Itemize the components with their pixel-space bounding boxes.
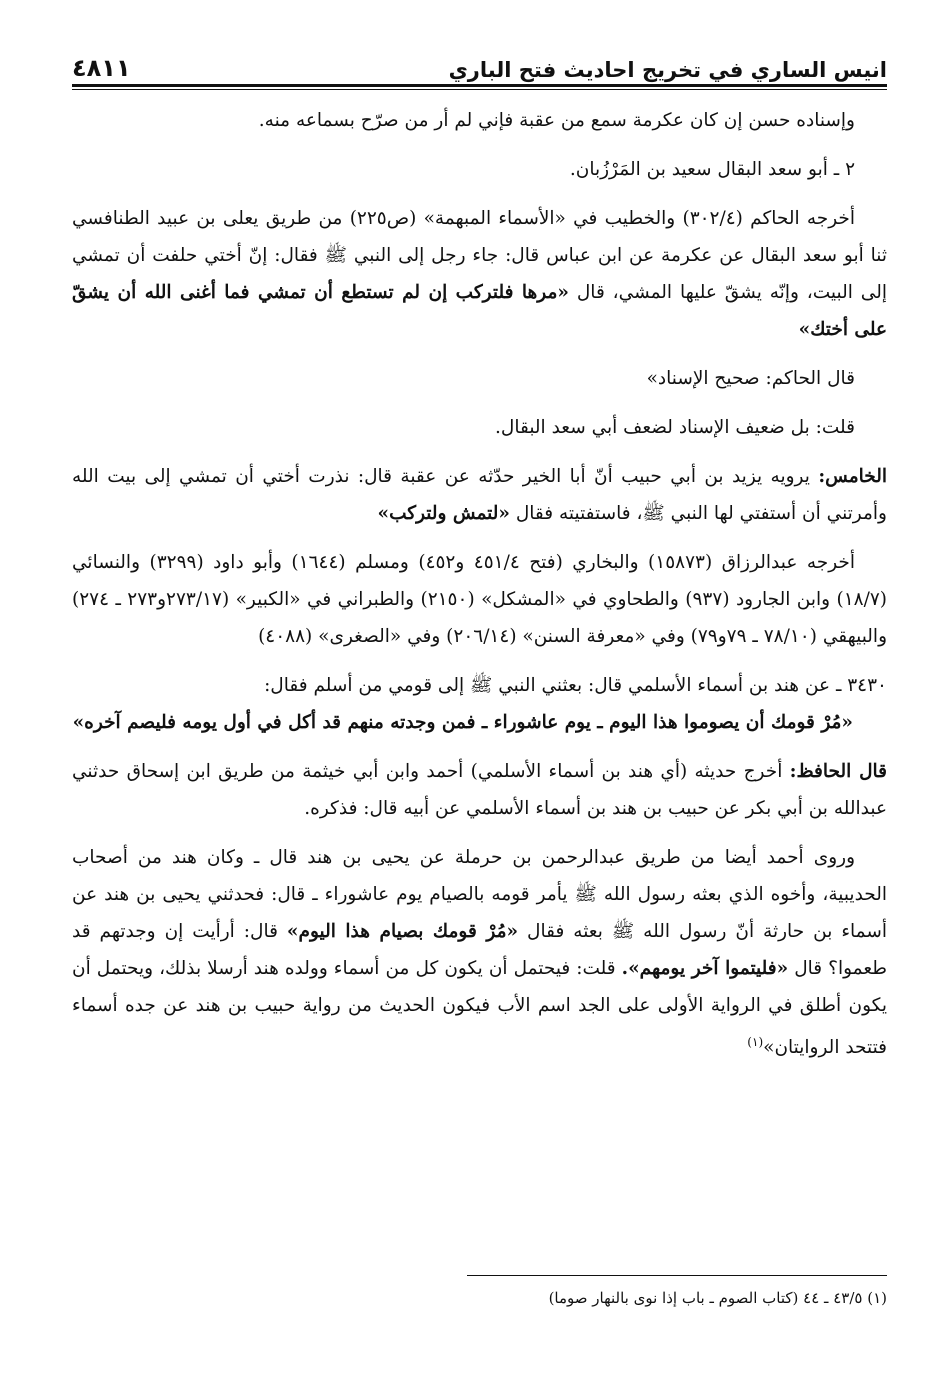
paragraph-4: قال الحاكم: صحيح الإسناد» [646,368,855,389]
paragraph-8: ٣٤٣٠ ـ عن هند بن أسماء الأسلمي قال: بعثني النبي ﷺ إلى قومي من أسلم فقال: [264,675,887,696]
paragraph-1: وإسناده حسن إن كان عكرمة سمع من عقبة فإني لم أر من صرّح بسماعه منه. [258,110,855,131]
paragraph-10-end: قلت: فيحتمل أن يكون كل من أسماء وولده هند أرسلا بذلك، ويحتمل أن يكون أطلق في الرواية الأولى على الجد اسم الأب فيكون الحديث من رواية حبيب بن هند عن جده أسماء فتتحد الروايتان» [72,958,887,1059]
footnote-reference: (١) [747,1035,764,1049]
paragraph-6-text: يرويه يزيد بن أبي حبيب أنّ أبا الخير حدّثه عن عقبة قال: نذرت أختي أن تمشي إلى بيت الله وأمرتني أن أستفتي لها النبي ﷺ، فاستفتيته فقال [72,466,887,524]
page-number: ٤٨١١ [72,54,131,82]
paragraph-10-text: وروى أحمد أيضا من طريق عبدالرحمن بن حرملة عن يحيى بن هند قال ـ وكان هند من أصحاب الحديبية، وأخوه الذي بعثه رسول الله ﷺ يأمر قومه بالصيام يوم عاشوراء ـ قال: فحدثني يحيى بن هند عن أسماء بن حارثة أنّ رسول الله ﷺ بعثه فقال [72,847,887,942]
paragraph-6-label: الخامس: [818,466,887,487]
paragraph-3-text: أخرجه الحاكم (٣٠٢/٤) والخطيب في «الأسماء المبهمة» (ص٢٢٥) من طريق يعلى بن عبيد الطنافسي ثنا أبو سعد البقال عن عكرمة عن ابن عباس قال: جاء رجل إلى النبي ﷺ فقال: إنّ أختي حلفت أن تمشي إلى البيت، وإنّه يشقّ عليها المشي، قال [72,208,887,303]
running-header [72,48,887,82]
hadith-text: «مُرْ قومك أن يصوموا هذا اليوم ـ يوم عاشوراء ـ فمن وجدته منهم قد أكل في أول يومه فليصم آخره» [72,712,853,733]
paragraph-6-hadith: «لتمش ولتركب» [377,503,510,524]
footnote-rule [467,1275,887,1276]
paragraph-10-mid: قال: أرأيت إن وجدتهم قد طعموا؟ قال [72,921,888,979]
footnote: (١) ٤٣/٥ ـ ٤٤ (كتاب الصوم ـ باب إذا نوى بالنهار صوما) [548,1289,887,1307]
paragraph-9-label: قال الحافظ: [789,761,888,782]
paragraph-10-hadith-1: «مُرْ قومك بصيام هذا اليوم» [286,921,519,942]
main-text [72,102,887,1078]
paragraph-10 [72,839,887,1066]
paragraph-6 [72,458,887,532]
paragraph-9-text: أخرج حديثه (أي هند بن أسماء الأسلمي) أحمد وابن أبي خيثمة من طريق ابن إسحاق حدثني عبدالله بن أبي بكر عن حبيب بن هند بن أسماء الأسلمي عن أبيه قال: فذكره. [72,761,887,819]
paragraph-5: قلت: بل ضعيف الإسناد لضعف أبي سعد البقال. [495,417,855,438]
header-rule-thin [72,89,887,90]
paragraph-10-hadith-2: «فليتموا آخر يومهم». [621,958,789,979]
paragraph-3 [72,200,887,348]
book-title: انيس الساري في تخريج احاديث فتح الباري [448,58,887,82]
paragraph-2: ٢ ـ أبو سعد البقال سعيد بن المَرْزُبان. [569,159,855,180]
header-rule-thick [72,84,887,87]
paragraph-3-hadith: «مرها فلتركب إن لم تستطع أن تمشي فما أغنى الله أن يشقّ على أختك» [72,282,887,340]
paragraph-7: أخرجه عبدالرزاق (١٥٨٧٣) والبخاري (فتح ٤٥١/٤ و٤٥٢) ومسلم (١٦٤٤) وأبو داود (٣٢٩٩) والنسائي (١٨/٧) وابن الجارود (٩٣٧) والطحاوي في «المشكل» (٢١٥٠) والطبراني في «الكبير» (٢٧٣/١٧و٢٧٣ ـ ٢٧٤) والبيهقي (٧٨/١٠ ـ ٧٩و٧٩) وفي «معرفة السنن» (٢٠٦/١٤) وفي «الصغرى» (٤٠٨٨) [72,552,888,647]
paragraph-9 [72,753,887,827]
